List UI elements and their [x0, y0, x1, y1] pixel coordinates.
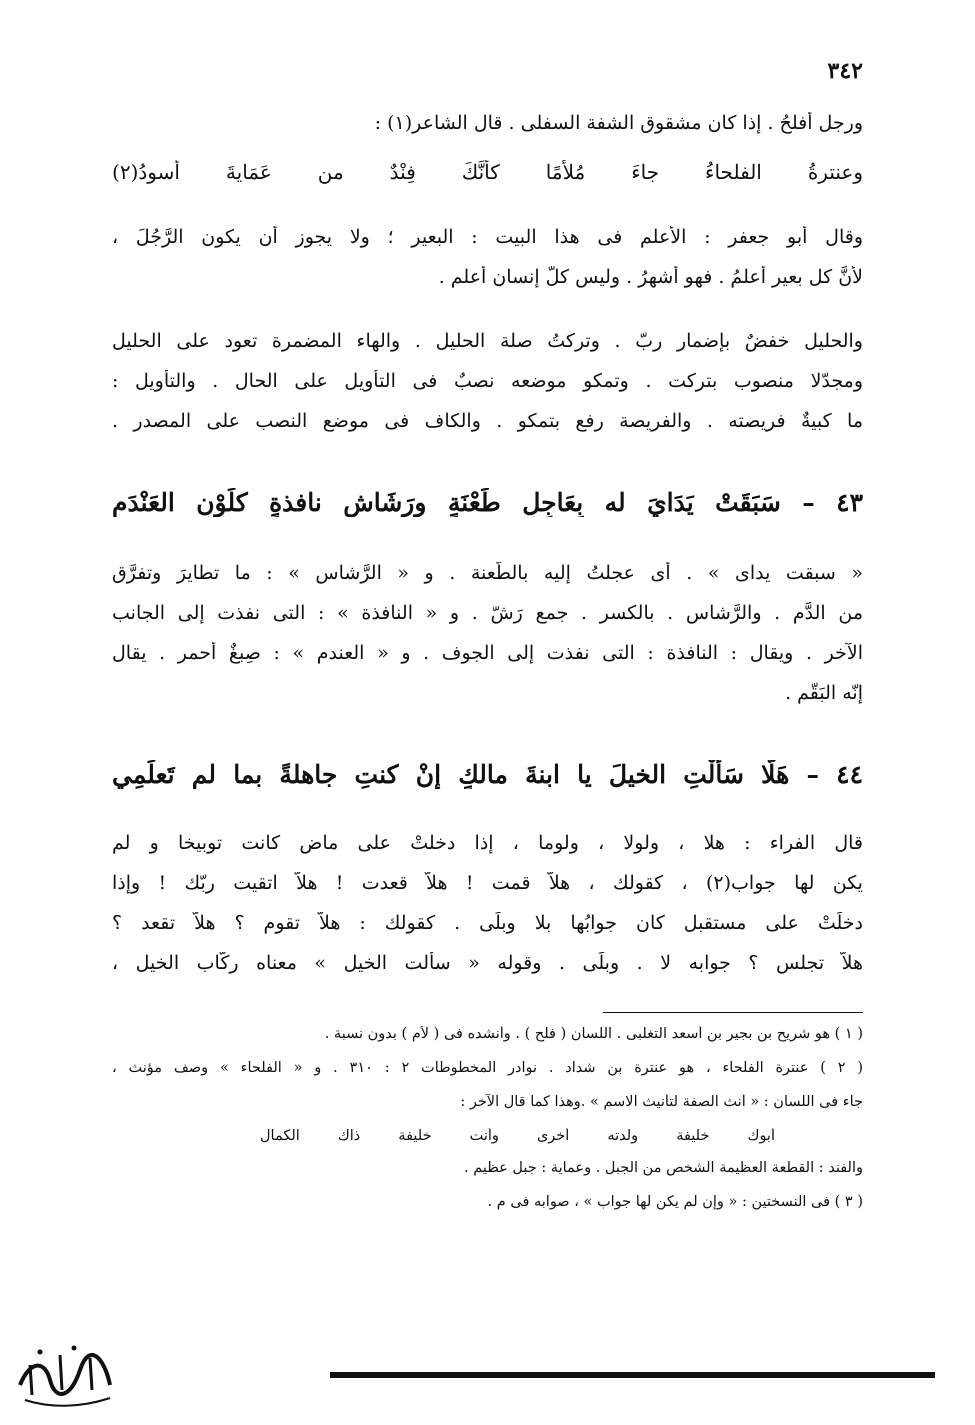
text-line: « سبقت يداى » . أى عجلتُ إليه بالطّعنة . و « الرَّشاس » : ما تطايرَ وتفرَّق	[112, 562, 863, 584]
text-line: من الدَّم . والرَّشاس . بالكسر . جمع رَشّ . و « النافذة » : التى نفذت إلى الجانب	[112, 602, 863, 624]
text-line: ما كبيةٌ فريصته . والفريصة رفع بتمكو . والكاف فى موضع النصب على المصدر .	[112, 410, 863, 432]
text-line: هلاّ تجلس ؟ جوابه لا . وبلَى . وقوله « سألت الخيل » معناه ركّاب الخيل ،	[112, 952, 863, 974]
verse-43: ٤٣ – سَبَقَتْ يَدَايَ له بِعَاجِلِ طَعْنَةٍ ورَشَاشِ نافذةٍ كلَوْنِ العَنْدَمِ	[112, 488, 863, 517]
library-stamp-logo	[10, 1330, 120, 1410]
text-line: قال الفراء : هلا ، ولولا ، ولوما ، إذا دخلتْ على ماض كانت توبيخا و لم	[112, 832, 863, 854]
verse-44: ٤٤ – هَلَّا سَأَلْتِ الخيلَ يا ابنةَ مالكٍ إنْ كنتِ جاهلةً بما لم تَعلَمِي	[112, 760, 863, 789]
footnote: ( ٢ ) عنترة الفلحاء ، هو عنترة بن شداد . نوادر المخطوطات ٢ : ٣١٠ . و « الفلحاء » وصف مؤنث ،	[112, 1060, 863, 1076]
footnote-verse: أبوك خليفة ولدته أخرى وأنت خليفة ذاك الكمال	[260, 1128, 775, 1144]
footnote-divider	[603, 1012, 863, 1013]
footnote: جاء فى اللسان : « أنث الصفة لتأنيث الاسم » .وهذا كما قال الآخر :	[460, 1094, 863, 1110]
text-line: والحليل خفضٌ بإضمار ربّ . وتركتُ صلة الحليل . والهاء المضمرة تعود على الحليل	[112, 330, 863, 352]
page-number: ٣٤٢	[827, 58, 863, 84]
footer-bar	[330, 1372, 935, 1378]
footnote: والفند : القطعة العظيمة الشخص من الجبل . وعماية : جبل عظيم .	[463, 1160, 863, 1176]
text-line: إنّه البَقَّم .	[785, 682, 863, 704]
text-line: يكن لها جواب(٢) ، كقولك ، هلاّ قمت ! هلاّ قعدت ! هلاّ اتقيت ربّك ! وإذا	[112, 872, 863, 894]
text-line: ورجل أفلحُ . إذا كان مشقوق الشفة السفلى . قال الشاعر(١) :	[374, 112, 863, 134]
text-line: ومجدّلا منصوب بتركت . وتمكو موضعه نصبٌ فى التأويل على الحال . والتأويل :	[112, 370, 863, 392]
text-line: الآخر . ويقال : النافذة : التى نفذت إلى الجوف . و « العندم » : صِبغٌ أحمر . يقال	[112, 642, 863, 664]
text-line: دخلَتْ على مستقبل كان جوابُها بلا وبلَى . كقولك : هلاّ تقوم ؟ هلاّ تقعد ؟	[112, 912, 863, 934]
text-line: وقال أبو جعفر : الأعلم فى هذا البيت : البعير ؛ ولا يجوز أن يكون الرَّجُلَ ،	[112, 226, 863, 248]
footnote: ( ١ ) هو شريح بن بجير بن أسعد التغلبى . اللسان ( فلح ) . وأنشده فى ( لأم ) بدون نسبة .	[324, 1026, 863, 1042]
text-line: لأنَّ كل بعير أعلمُ . فهو أشهرُ . وليس كلُّ إنسان أعلم .	[438, 266, 863, 288]
footnote: ( ٣ ) فى النسختين : « وإن لم يكن لها جواب » ، صوابه فى م .	[487, 1194, 863, 1210]
verse-line: وعنترةُ الفلحاءُ جاءَ مُلأَّمًا كأنَّكَ فِنْدٌ من عَمَايةَ أسودُ(٢)	[112, 160, 863, 184]
